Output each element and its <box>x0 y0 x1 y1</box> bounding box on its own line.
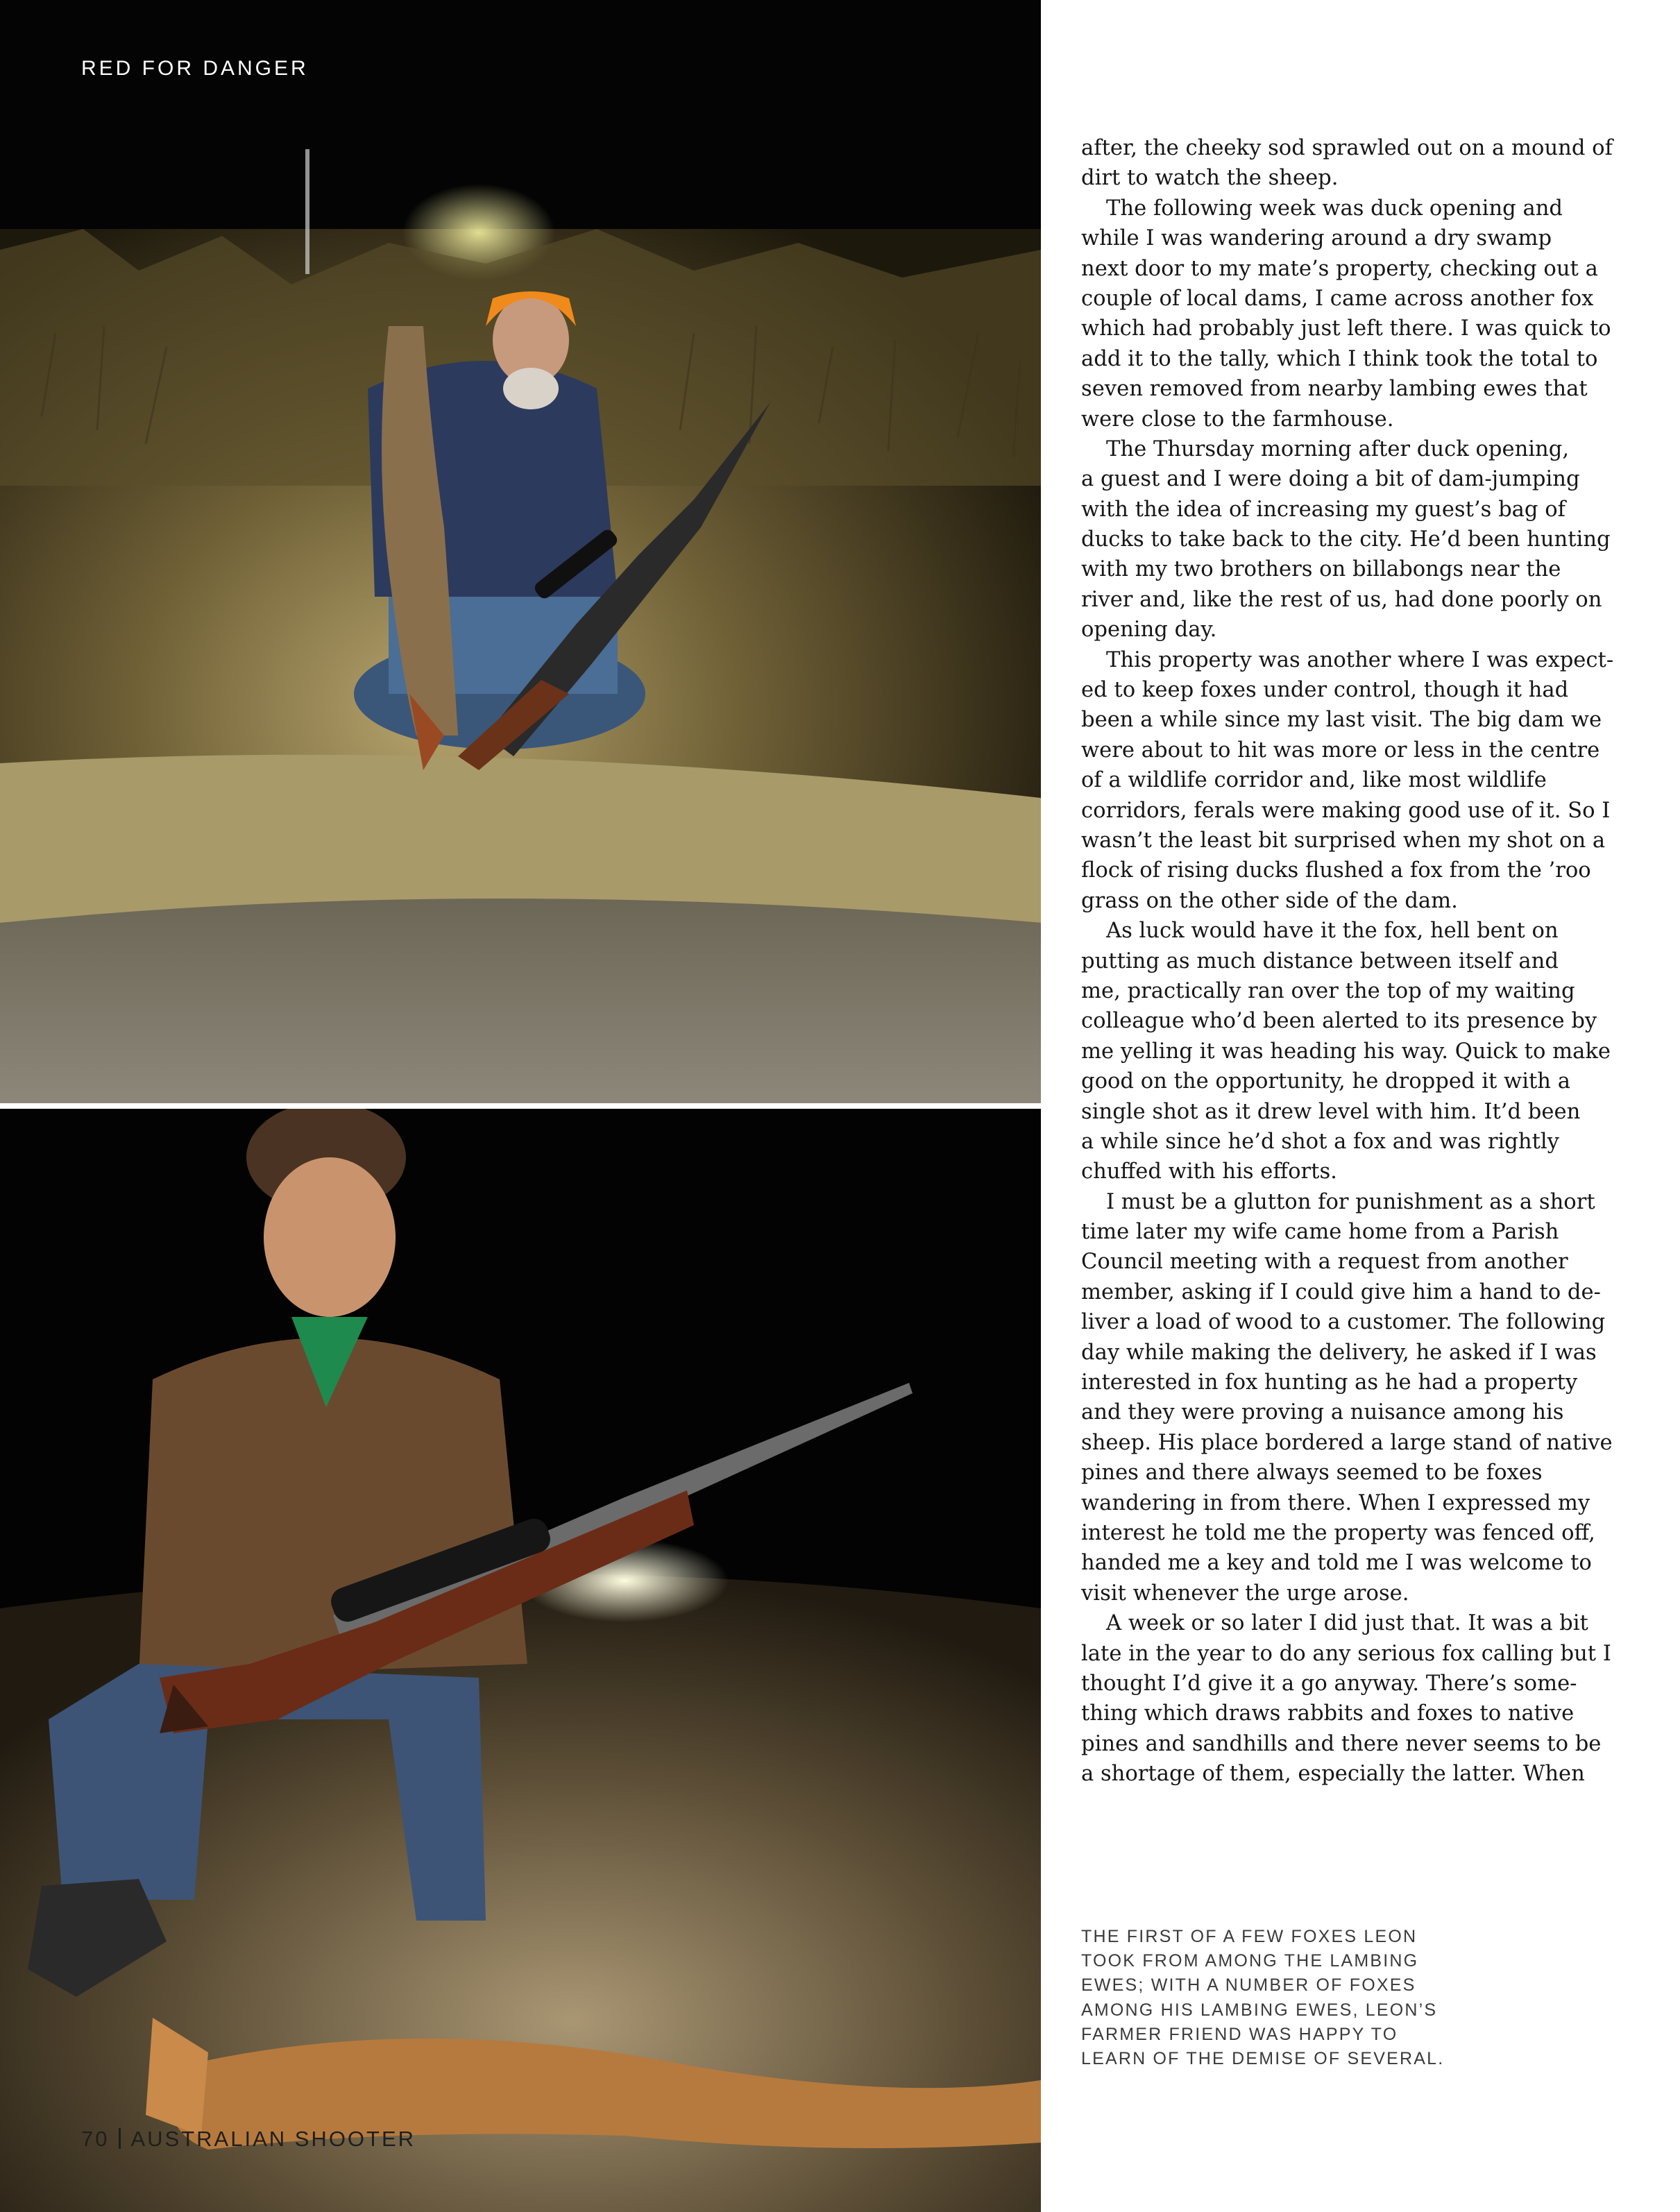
article-line: been a while since my last visit. The big dam we <box>1081 708 1602 733</box>
article-line: add it to the tally, which I think took the total to <box>1081 346 1598 371</box>
article-line: wandering in from there. When I expressed my <box>1081 1490 1590 1515</box>
publication-name: AUSTRALIAN SHOOTER <box>130 2127 416 2151</box>
article-line: a while since he’d shot a fox and was rightly <box>1081 1129 1559 1154</box>
caption-line: AMONG HIS LAMBING EWES, LEON’S <box>1081 2000 1438 2020</box>
section-label: RED FOR DANGER <box>81 57 309 80</box>
article-line: single shot as it drew level with him. It’d been <box>1081 1099 1581 1124</box>
article-line: A week or so later I did just that. It was a bit <box>1106 1611 1588 1636</box>
photo-man-with-rifle-and-fox-image <box>0 1109 1041 2212</box>
page-number: 70 <box>81 2127 110 2151</box>
article-line: dirt to watch the sheep. <box>1081 166 1339 191</box>
caption-line: FARMER FRIEND WAS HAPPY TO <box>1081 2024 1398 2044</box>
article-line: ed to keep foxes under control, though it had <box>1081 678 1569 703</box>
photo-hunter-with-fox <box>0 0 1041 1103</box>
photo-man-with-rifle-and-fox <box>0 1109 1041 2212</box>
article-line: flock of rising ducks flushed a fox from the ’roo <box>1081 858 1591 883</box>
article-line: time later my wife came home from a Parish <box>1081 1220 1559 1245</box>
article-line: The following week was duck opening and <box>1106 196 1563 221</box>
article-line: chuffed with his efforts. <box>1081 1159 1337 1184</box>
photo-hunter-with-fox-image <box>0 0 1041 1103</box>
article-line: opening day. <box>1081 618 1217 643</box>
article-line: Council meeting with a request from another <box>1081 1250 1568 1275</box>
article-line: wasn’t the least bit surprised when my shot on a <box>1081 828 1606 853</box>
article-line: couple of local dams, I came across another fox <box>1081 286 1594 311</box>
article-line: seven removed from nearby lambing ewes that <box>1081 377 1588 402</box>
article-line: with the idea of increasing my guest’s bag of <box>1081 497 1566 522</box>
article-line: The Thursday morning after duck opening, <box>1106 436 1570 461</box>
article-line: corridors, ferals were making good use of it. So I <box>1081 798 1611 823</box>
article-line: grass on the other side of the dam. <box>1081 888 1458 913</box>
article-line: putting as much distance between itself and <box>1081 948 1559 973</box>
article-line: visit whenever the urge arose. <box>1081 1581 1409 1606</box>
caption-line: TOOK FROM AMONG THE LAMBING <box>1081 1951 1419 1971</box>
article-line: me yelling it was heading his way. Quick to make <box>1081 1039 1611 1064</box>
article-line: river and, like the rest of us, had done poorly on <box>1081 587 1602 612</box>
article-line: while I was wandering around a dry swamp <box>1081 226 1552 251</box>
caption-line: LEARN OF THE DEMISE OF SEVERAL. <box>1081 2048 1445 2068</box>
article-line: next door to my mate’s property, checking out a <box>1081 256 1598 281</box>
article-line: a guest and I were doing a bit of dam-jumping <box>1081 467 1580 492</box>
article-line: were close to the farmhouse. <box>1081 407 1394 432</box>
page-footer <box>81 2127 416 2152</box>
article-line: which had probably just left there. I was quick to <box>1081 316 1611 341</box>
article-line: a shortage of them, especially the latter. When <box>1081 1762 1585 1787</box>
article-line: with my two brothers on billabongs near the <box>1081 557 1561 582</box>
photo-caption <box>1081 1925 1511 2071</box>
photo-divider <box>0 1103 1041 1109</box>
article-line: interest he told me the property was fenced off, <box>1081 1520 1595 1545</box>
article-line: day while making the delivery, he asked if I was <box>1081 1340 1597 1365</box>
article-line: and they were proving a nuisance among his <box>1081 1400 1564 1425</box>
article-line: member, asking if I could give him a hand to de- <box>1081 1279 1601 1304</box>
article-line: pines and sandhills and there never seems to be <box>1081 1731 1602 1756</box>
article-line: were about to hit was more or less in the centre <box>1081 738 1600 763</box>
article-line: liver a load of wood to a customer. The following <box>1081 1310 1606 1335</box>
article-line: ducks to take back to the city. He’d been hunting <box>1081 527 1611 552</box>
caption-line: THE FIRST OF A FEW FOXES LEON <box>1081 1927 1418 1946</box>
article-line: pines and there always seemed to be foxes <box>1081 1461 1543 1486</box>
article-line: thing which draws rabbits and foxes to native <box>1081 1701 1575 1726</box>
article-line: As luck would have it the fox, hell bent on <box>1106 919 1559 944</box>
article-line: interested in fox hunting as he had a property <box>1081 1370 1578 1395</box>
article-line: sheep. His place bordered a large stand of native <box>1081 1430 1613 1455</box>
footer-separator <box>119 2128 121 2149</box>
article-line: me, practically ran over the top of my waiting <box>1081 978 1575 1003</box>
article-line: This property was another where I was expect- <box>1106 647 1614 672</box>
article-line: of a wildlife corridor and, like most wildlife <box>1081 768 1547 793</box>
article-body <box>1081 133 1619 1789</box>
article-line: good on the opportunity, he dropped it with a <box>1081 1069 1570 1094</box>
article-line: I must be a glutton for punishment as a short <box>1106 1189 1595 1214</box>
article-line: thought I’d give it a go anyway. There’s some- <box>1081 1671 1577 1696</box>
article-line: handed me a key and told me I was welcome to <box>1081 1551 1592 1576</box>
article-line: colleague who’d been alerted to its presence by <box>1081 1009 1597 1034</box>
caption-line: EWES; WITH A NUMBER OF FOXES <box>1081 1975 1416 1996</box>
article-line: late in the year to do any serious fox calling but I <box>1081 1641 1611 1666</box>
article-line: after, the cheeky sod sprawled out on a mound of <box>1081 136 1613 160</box>
